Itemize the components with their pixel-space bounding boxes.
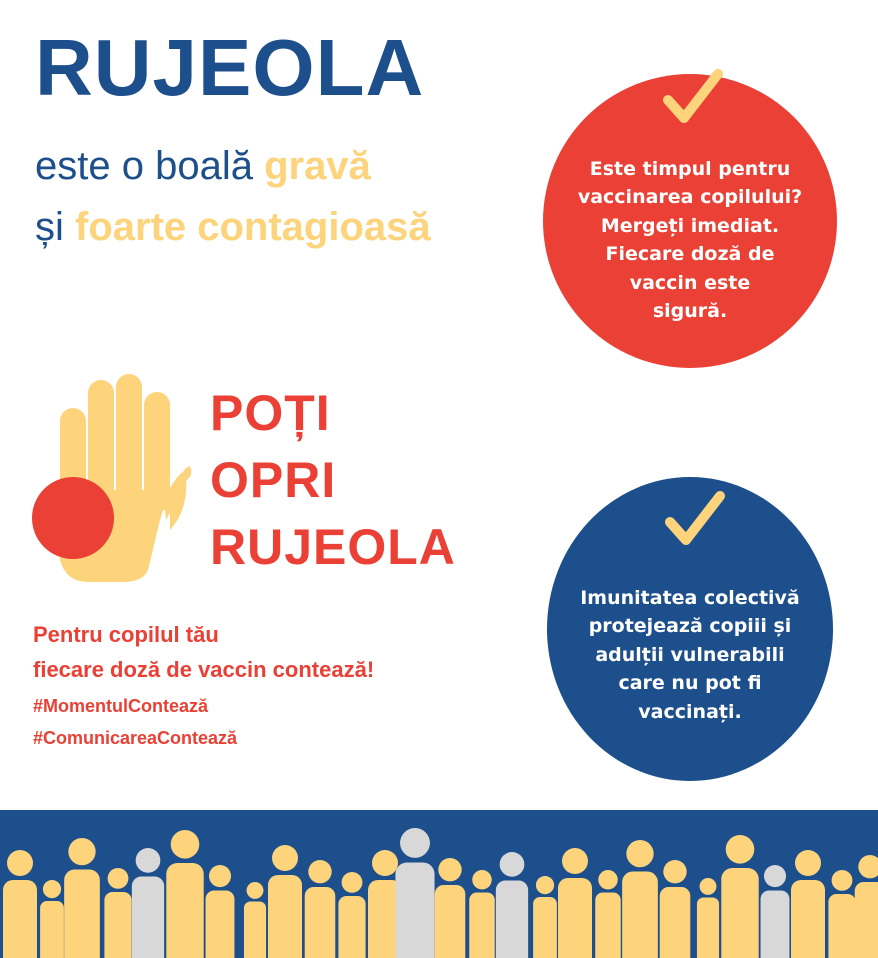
people-crowd-icon: [0, 810, 878, 958]
hand-icon: [28, 370, 193, 585]
checkmark-icon: [660, 66, 724, 130]
subtitle-line-2: [35, 205, 431, 249]
crowd-banner: [0, 810, 878, 958]
circle-line: Fiecare doză de: [605, 243, 775, 265]
stop-line-1: POȚI: [210, 385, 331, 441]
vaccination-time-text: [560, 155, 820, 326]
circle-line: protejează copiii și: [588, 615, 792, 638]
page-title: RUJEOLA: [35, 23, 425, 112]
tagline-line-2: fiecare doză de vaccin contează!: [33, 657, 375, 682]
tagline-line-1: Pentru copilul tău: [33, 622, 219, 647]
subtitle-text: este o boală: [35, 144, 265, 188]
circle-line: Imunitatea colectivă: [580, 586, 800, 609]
circle-line: Mergeți imediat.: [600, 214, 780, 237]
subtitle-highlight: foarte contagioasă: [75, 205, 431, 249]
circle-line: vaccin este: [629, 271, 751, 294]
checkmark-icon: [662, 488, 726, 552]
circle-line: sigură.: [652, 300, 728, 322]
circle-line: vaccinați.: [638, 700, 742, 723]
subtitle-line-1: [35, 144, 371, 188]
hashtag-1: #MomentulContează: [33, 696, 209, 716]
circle-line: vaccinarea copilului?: [577, 186, 803, 208]
circle-line: adulții vulnerabili: [595, 643, 785, 666]
circle-line: care nu pot fi: [618, 672, 762, 695]
circle-line: Este timpul pentru: [589, 157, 791, 180]
herd-immunity-text: [562, 584, 818, 727]
subtitle-text: și: [35, 205, 75, 249]
subtitle-highlight: gravă: [264, 144, 371, 188]
stop-line-2: OPRI: [210, 452, 337, 508]
hashtag-2: #ComunicareaContează: [33, 728, 238, 748]
stop-line-3: RUJEOLA: [210, 519, 456, 575]
